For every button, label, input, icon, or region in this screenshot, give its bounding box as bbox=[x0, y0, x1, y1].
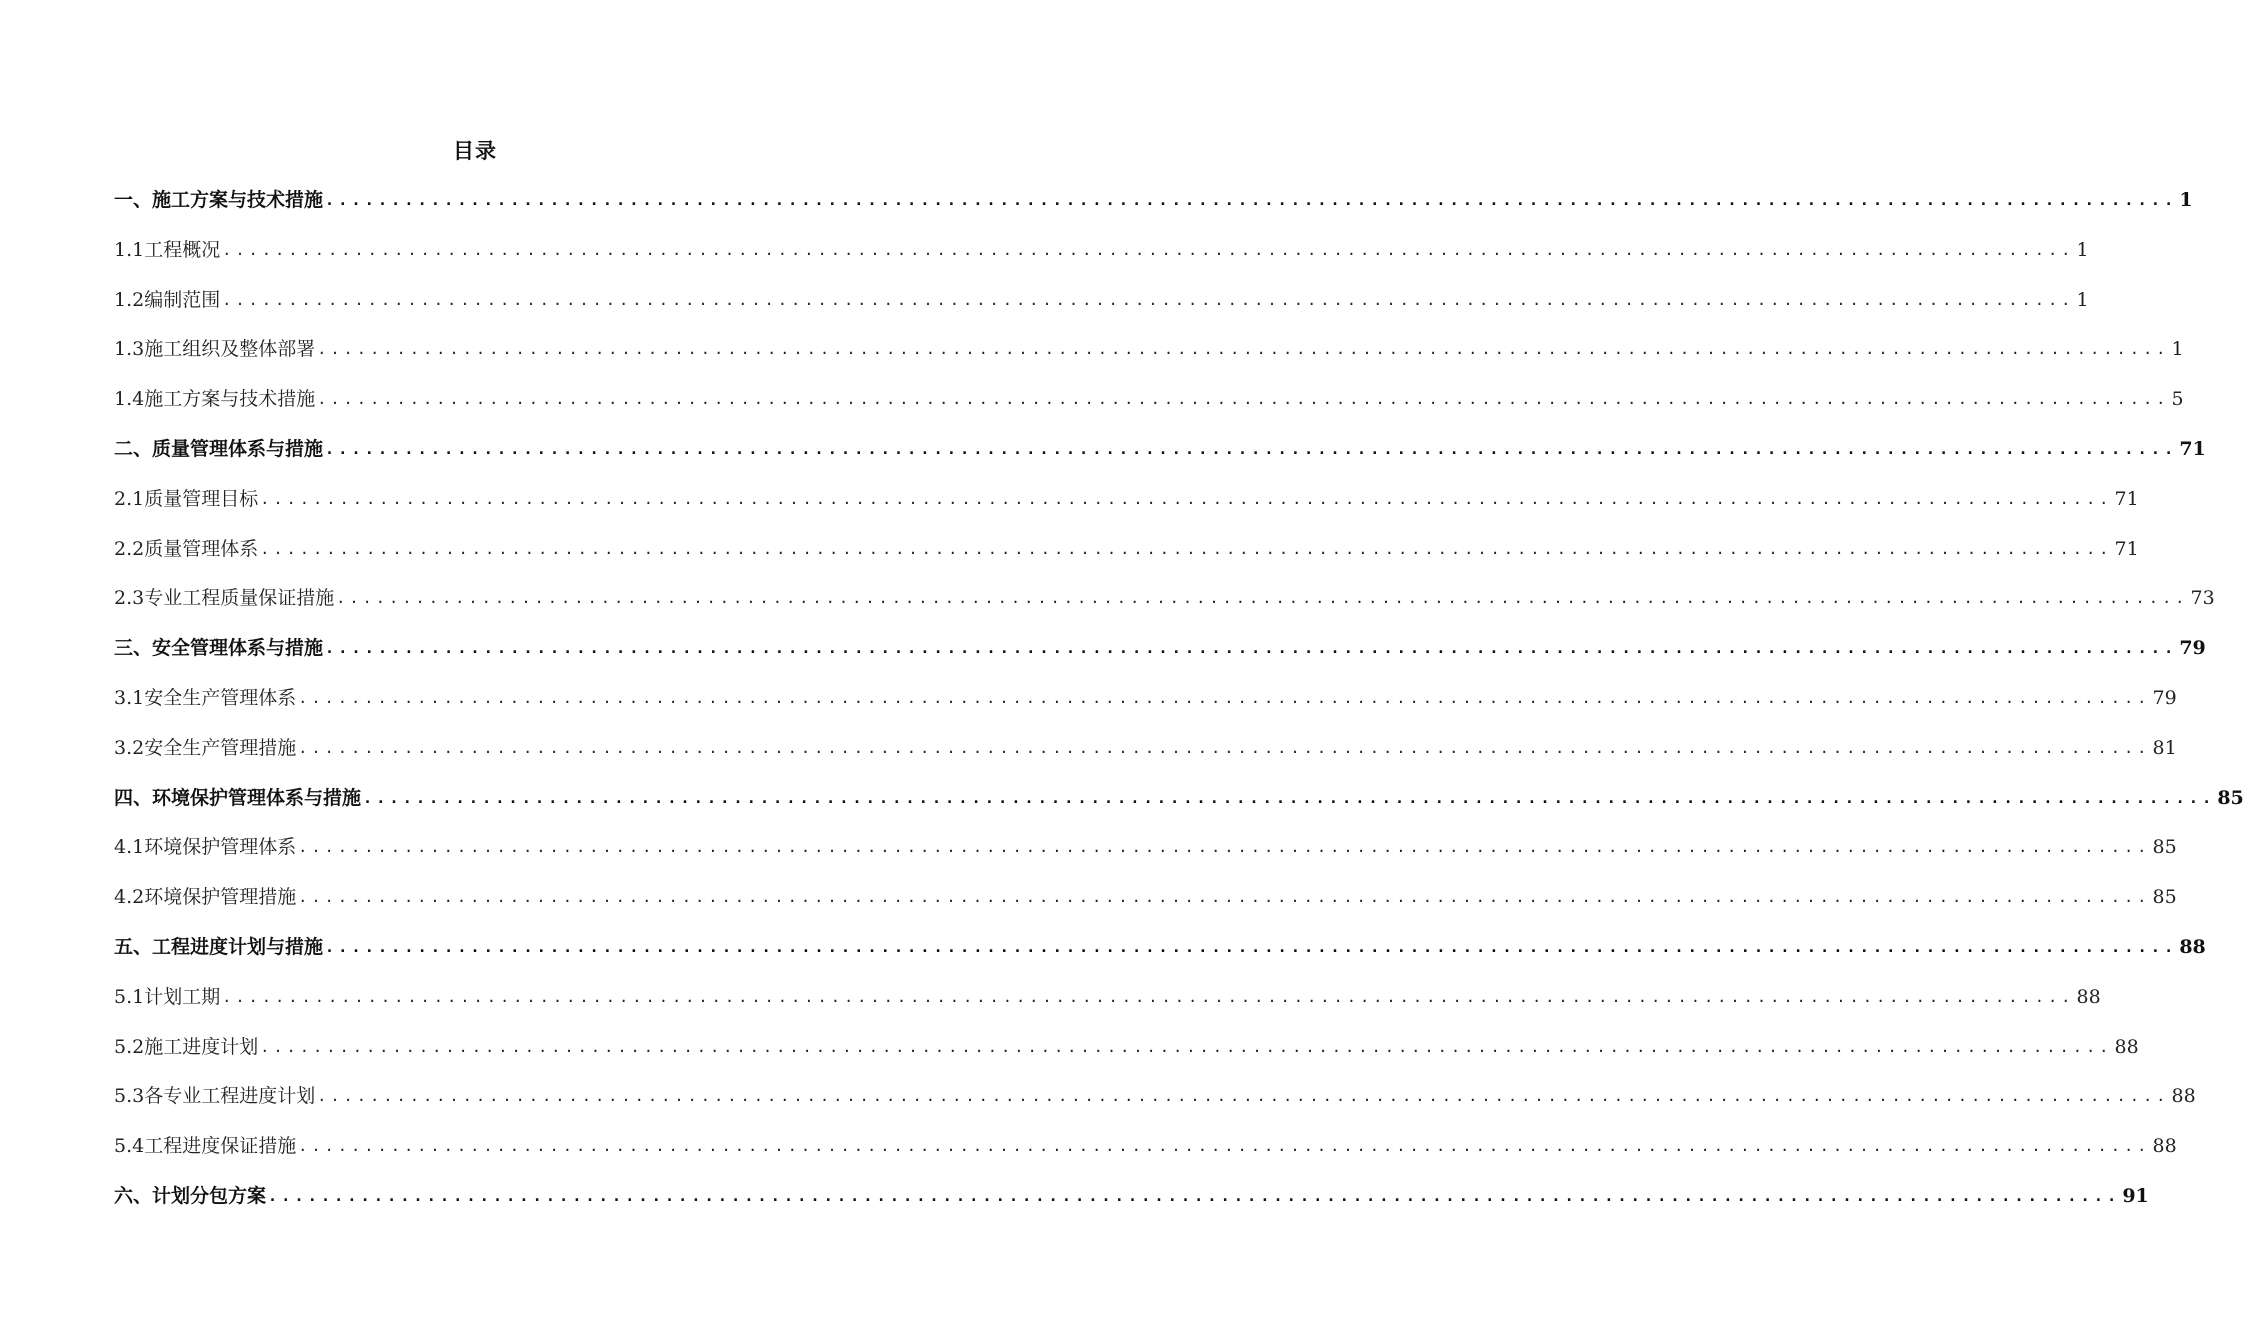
toc-entry[interactable] bbox=[114, 434, 2206, 484]
toc-leader-dots: ............................................................................................................................................ bbox=[325, 937, 2178, 956]
toc-entry-label: 二、质量管理体系与措施 bbox=[114, 437, 324, 460]
toc-leader-dots: ............................................................................................................................................ bbox=[298, 688, 2151, 707]
toc-entry-page: 5 bbox=[2171, 388, 2184, 411]
toc-leader-dots: ............................................................................................................................................ bbox=[260, 539, 2113, 558]
toc-entry[interactable] bbox=[114, 534, 2139, 584]
toc-entry-label: 四、环境保护管理体系与措施 bbox=[114, 786, 362, 809]
toc-entry[interactable] bbox=[114, 1081, 2196, 1131]
toc-entry-page: 91 bbox=[2122, 1184, 2149, 1207]
toc-entry-label: 五、工程进度计划与措施 bbox=[114, 935, 324, 958]
toc-leader-dots: ............................................................................................................................................ bbox=[363, 788, 2216, 807]
toc-leader-dots: ............................................................................................................................................ bbox=[325, 439, 2178, 458]
toc-entry-page: 73 bbox=[2190, 587, 2215, 610]
toc-entry-page: 79 bbox=[2179, 637, 2206, 660]
toc-entry-label: 2.3专业工程质量保证措施 bbox=[114, 587, 335, 610]
toc-entry-page: 71 bbox=[2114, 487, 2139, 510]
toc-leader-dots: ............................................................................................................................................ bbox=[222, 987, 2075, 1006]
toc-entry[interactable] bbox=[114, 633, 2206, 683]
toc-entry-page: 85 bbox=[2152, 886, 2177, 909]
toc-entry-label: 5.1计划工期 bbox=[114, 985, 221, 1008]
toc-entry-label: 1.4施工方案与技术措施 bbox=[114, 388, 316, 411]
toc-leader-dots: ............................................................................................................................................ bbox=[336, 589, 2189, 608]
toc-leader-dots: ............................................................................................................................................ bbox=[268, 1186, 2121, 1205]
toc-entry-label: 4.2环境保护管理措施 bbox=[114, 886, 297, 909]
toc-leader-dots: ............................................................................................................................................ bbox=[298, 888, 2151, 907]
toc-leader-dots: ............................................................................................................................................ bbox=[298, 1137, 2151, 1156]
toc-entry[interactable] bbox=[114, 384, 2184, 434]
toc-entry[interactable] bbox=[114, 235, 2089, 285]
toc-entry-page: 88 bbox=[2114, 1035, 2139, 1058]
toc-entry-page: 79 bbox=[2152, 686, 2177, 709]
toc-entry[interactable] bbox=[114, 832, 2177, 882]
toc-entry-page: 1 bbox=[2076, 288, 2089, 311]
toc-leader-dots: ............................................................................................................................................ bbox=[325, 191, 2178, 209]
toc-leader-dots: ............................................................................................................................................ bbox=[260, 489, 2113, 508]
toc-entry-page: 88 bbox=[2076, 985, 2101, 1008]
toc-entry[interactable] bbox=[114, 1032, 2139, 1082]
toc-entry[interactable] bbox=[114, 683, 2177, 733]
toc-entry-label: 1.1工程概况 bbox=[114, 238, 221, 261]
toc-leader-dots: ............................................................................................................................................ bbox=[317, 390, 2170, 409]
toc-entry-label: 一、施工方案与技术措施 bbox=[114, 189, 324, 211]
toc-entry[interactable] bbox=[114, 733, 2177, 783]
toc-entry[interactable] bbox=[114, 583, 2215, 633]
toc-entry-label: 4.1环境保护管理体系 bbox=[114, 836, 297, 859]
toc-entry-page: 81 bbox=[2152, 736, 2177, 759]
toc-entry-label: 5.2施工进度计划 bbox=[114, 1035, 259, 1058]
toc-entry-label: 5.4工程进度保证措施 bbox=[114, 1135, 297, 1158]
toc-entry-page: 71 bbox=[2179, 437, 2206, 460]
toc-leader-dots: ............................................................................................................................................ bbox=[260, 1037, 2113, 1056]
toc-entry-page: 88 bbox=[2152, 1135, 2177, 1158]
toc-entry-label: 5.3各专业工程进度计划 bbox=[114, 1085, 316, 1108]
toc-list bbox=[114, 185, 2244, 1231]
toc-entry-label: 六、计划分包方案 bbox=[114, 1184, 267, 1207]
toc-entry-page: 85 bbox=[2152, 836, 2177, 859]
toc-entry[interactable] bbox=[114, 185, 2193, 235]
toc-entry-page: 1 bbox=[2179, 189, 2193, 211]
toc-entry-label: 三、安全管理体系与措施 bbox=[114, 637, 324, 660]
toc-entry[interactable] bbox=[114, 783, 2244, 833]
toc-leader-dots: ............................................................................................................................................ bbox=[222, 290, 2075, 309]
toc-title: 目录 bbox=[453, 138, 497, 163]
toc-entry[interactable] bbox=[114, 484, 2139, 534]
toc-entry-label: 3.1安全生产管理体系 bbox=[114, 686, 297, 709]
toc-entry-label: 3.2安全生产管理措施 bbox=[114, 736, 297, 759]
toc-entry[interactable] bbox=[114, 982, 2101, 1032]
toc-entry-label: 2.1质量管理目标 bbox=[114, 487, 259, 510]
toc-leader-dots: ............................................................................................................................................ bbox=[325, 639, 2178, 658]
toc-entry-label: 1.2编制范围 bbox=[114, 288, 221, 311]
toc-entry[interactable] bbox=[114, 1181, 2149, 1231]
toc-leader-dots: ............................................................................................................................................ bbox=[298, 738, 2151, 757]
toc-entry-page: 88 bbox=[2179, 935, 2206, 958]
toc-entry-page: 85 bbox=[2217, 786, 2244, 809]
toc-leader-dots: ............................................................................................................................................ bbox=[298, 838, 2151, 857]
toc-entry[interactable] bbox=[114, 334, 2184, 384]
toc-entry-label: 2.2质量管理体系 bbox=[114, 537, 259, 560]
toc-leader-dots: ............................................................................................................................................ bbox=[317, 340, 2170, 359]
toc-entry-page: 88 bbox=[2171, 1085, 2196, 1108]
toc-entry-page: 1 bbox=[2076, 238, 2089, 261]
toc-entry-page: 1 bbox=[2171, 338, 2184, 361]
toc-entry-page: 71 bbox=[2114, 537, 2139, 560]
toc-entry[interactable] bbox=[114, 285, 2089, 335]
toc-entry-label: 1.3施工组织及整体部署 bbox=[114, 338, 316, 361]
toc-entry[interactable] bbox=[114, 932, 2206, 982]
toc-entry[interactable] bbox=[114, 882, 2177, 932]
toc-leader-dots: ............................................................................................................................................ bbox=[317, 1087, 2170, 1106]
toc-entry[interactable] bbox=[114, 1131, 2177, 1181]
toc-leader-dots: ............................................................................................................................................ bbox=[222, 240, 2075, 259]
